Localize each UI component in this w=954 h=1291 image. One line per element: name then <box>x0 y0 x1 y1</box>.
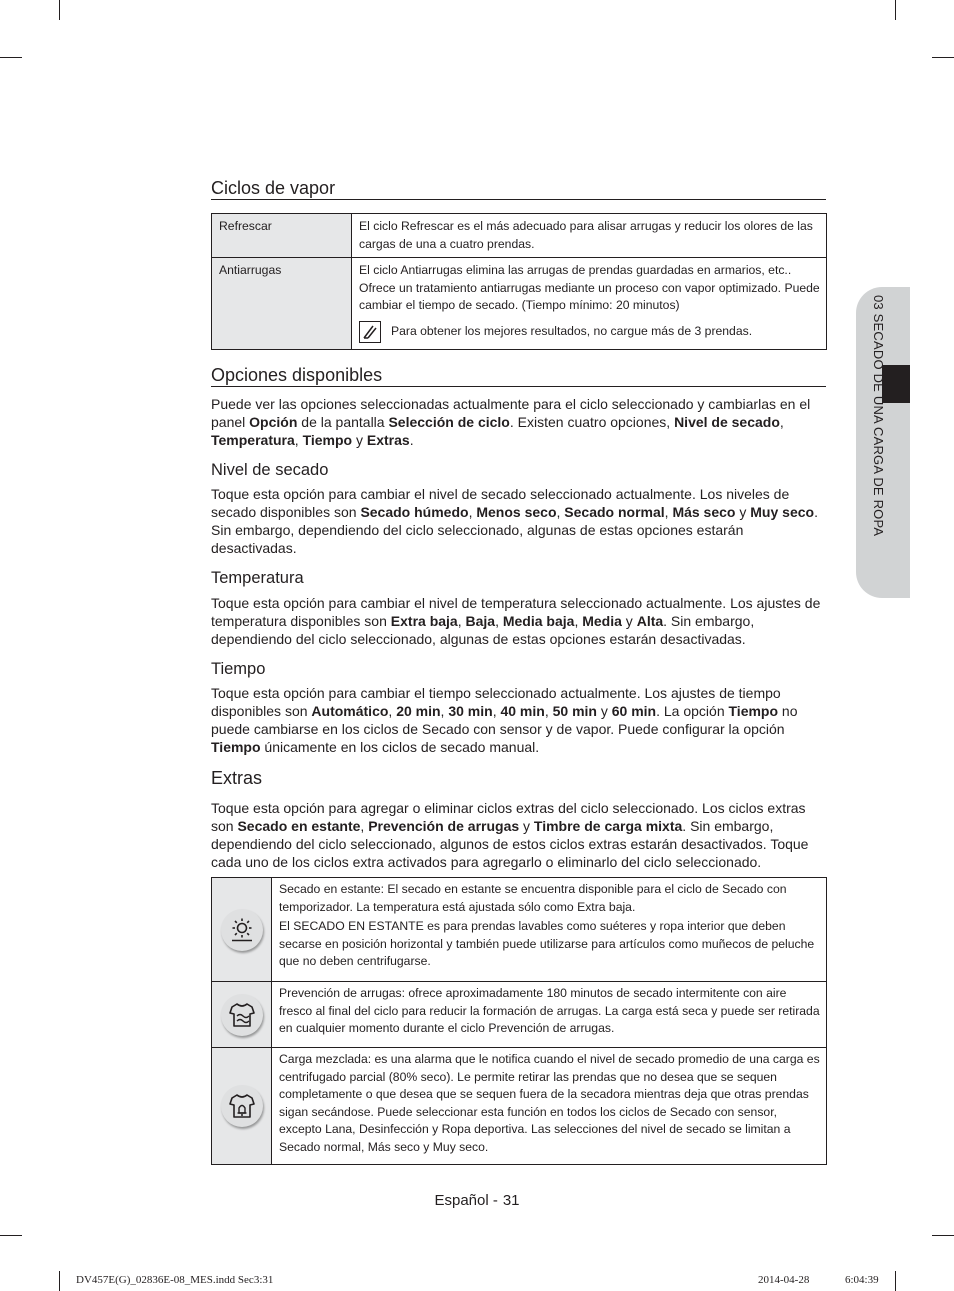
crop-mark <box>895 0 896 20</box>
table-row <box>212 1048 827 1165</box>
chapter-tab-label: 03 SECADO DE UNA CARGA DE ROPA <box>871 295 886 537</box>
temperatura-paragraph: Toque esta opción para cambiar el nivel de temperatura seleccionado actualmente. Los ajustes de temperatura disponibles son Extra baja, Baja, Media baja, Media y Alta. Sin embargo, dependiendo del ciclo seleccionado, algunas de estas opciones estarán desactivadas. <box>211 595 821 647</box>
wrinkle-prevent-icon <box>221 994 263 1036</box>
slug-date: 2014-04-28 <box>758 1274 810 1286</box>
crop-mark <box>932 1235 954 1236</box>
note <box>359 321 820 343</box>
slug-file: DV457E(G)_02836E-08_MES.indd Sec3:31 <box>76 1274 274 1286</box>
crop-mark <box>0 1235 22 1236</box>
options-intro-paragraph: Puede ver las opciones seleccionadas actualmente para el ciclo seleccionado y cambiarlas en el panel Opción de la pantalla Selección de ciclo. Existen cuatro opciones, Nivel de secado, Temperatura, Tiempo y Extras. <box>211 396 811 448</box>
table-row <box>212 982 827 1048</box>
subsection-title-temperatura: Temperatura <box>211 569 304 587</box>
tiempo-paragraph: Toque esta opción para cambiar el tiempo seleccionado actualmente. Los ajustes de tiempo disponibles son Automático, 20 min, 30 min, 40 min, 50 min y 60 min. La opción Tiempo no puede cambiarse en los ciclos de Secado con sensor y de vapor. Puede configurar la opción Tiempo únicamente en los ciclos de secado manual. <box>211 685 798 755</box>
icon-cell <box>212 1048 272 1165</box>
crop-mark <box>932 57 954 58</box>
footer-language: Español - <box>434 1192 498 1209</box>
rack-dry-icon <box>221 909 263 951</box>
table-row <box>212 258 827 350</box>
vapor-cycles-table <box>211 213 827 350</box>
extras-cell-mixed <box>272 1048 827 1165</box>
subsection-title-nivel: Nivel de secado <box>211 461 329 479</box>
table-row <box>212 878 827 982</box>
row-cell-antiarrugas <box>352 258 827 350</box>
nivel-paragraph: Toque esta opción para cambiar el nivel de secado seleccionado actualmente. Los niveles de secado disponibles son Secado húmedo, Menos seco, Secado normal, Más seco y Muy seco. Sin embargo, dependiendo del ciclo seleccionado, algunas de estas opciones estarán desactivadas. <box>211 486 818 556</box>
extras-rack-text-2: El SECADO EN ESTANTE es para prendas lavables como suéteres y ropa interior que deben secarse en posición horizontal y también puede utilizarse para artículos como muñecos de peluche que no deben centrifugarse. <box>279 919 815 968</box>
extras-wrinkle-text: Prevención de arrugas: ofrece aproximadamente 180 minutos de secado intermitente con aire fresco al final del ciclo para reducir la formación de arrugas. La carga está seca y puede ser retirada en cualquier momento durante el ciclo Prevención de arrugas. <box>279 986 820 1035</box>
crop-mark <box>0 57 22 58</box>
mixed-load-bell-icon <box>221 1085 263 1127</box>
extras-table <box>211 877 827 1165</box>
section-title-extras: Extras <box>211 768 263 788</box>
section-title-vapor: Ciclos de vapor <box>211 177 826 200</box>
page-footer <box>0 1191 954 1211</box>
section-title-options: Opciones disponibles <box>211 364 826 387</box>
row-text-antiarrugas: El ciclo Antiarrugas elimina las arrugas de prendas guardadas en armarios, etc.. Ofrece un tratamiento antiarrugas mediante un proceso con vapor optimizado. Puede cambiar el tiempo de secado. (Tiempo mínimo: 20 minutos) <box>359 263 820 312</box>
extras-rack-text: Secado en estante: El secado en estante se encuentra disponible para el ciclo de Secado con temporizador. La temperatura está ajustada sólo como Extra baja. <box>279 882 787 914</box>
crop-mark <box>895 1271 896 1291</box>
extras-cell-rack <box>272 878 827 982</box>
row-label-antiarrugas: Antiarrugas <box>212 258 352 350</box>
table-row <box>212 214 827 258</box>
icon-cell <box>212 982 272 1048</box>
subsection-title-tiempo: Tiempo <box>211 660 266 678</box>
extras-paragraph: Toque esta opción para agregar o eliminar ciclos extras del ciclo seleccionado. Los ciclos extras son Secado en estante, Prevención de arrugas y Timbre de carga mixta. Sin embargo, dependiendo del ciclo seleccionado, algunos de estos ciclos extras estarán desactivados. Toque cada uno de los ciclos extra activados para agregarlo o eliminarlo del ciclo seleccionado. <box>211 800 809 870</box>
note-text: Para obtener los mejores resultados, no cargue más de 3 prendas. <box>391 323 753 338</box>
extras-mixed-text: Carga mezclada: es una alarma que le notifica cuando el nivel de secado promedio de una carga es centrifugado parcial (80% seco). Le permite retirar las prendas que no desea que se sequen completamente o que desea que se sequen fuera de la secadora mientras deja que otras prendas sigan secándose. Puede seleccionar esta función en todos los ciclos de Secado con sensor, excepto Lana, Desinfección y Ropa deportiva. Las selecciones del nivel de secado se limitan a Secado normal, Más seco y Muy seco. <box>279 1052 820 1154</box>
row-label-refrescar: Refrescar <box>212 214 352 258</box>
crop-mark <box>59 1271 60 1291</box>
slug-time: 6:04:39 <box>845 1274 879 1286</box>
page-number: 31 <box>502 1192 520 1209</box>
row-text-refrescar: El ciclo Refrescar es el más adecuado para alisar arrugas y reducir los olores de las cargas de una a cuatro prendas. <box>352 214 827 258</box>
crop-mark <box>59 0 60 20</box>
extras-cell-wrinkle <box>272 982 827 1048</box>
icon-cell <box>212 878 272 982</box>
note-pencil-icon <box>359 321 381 343</box>
